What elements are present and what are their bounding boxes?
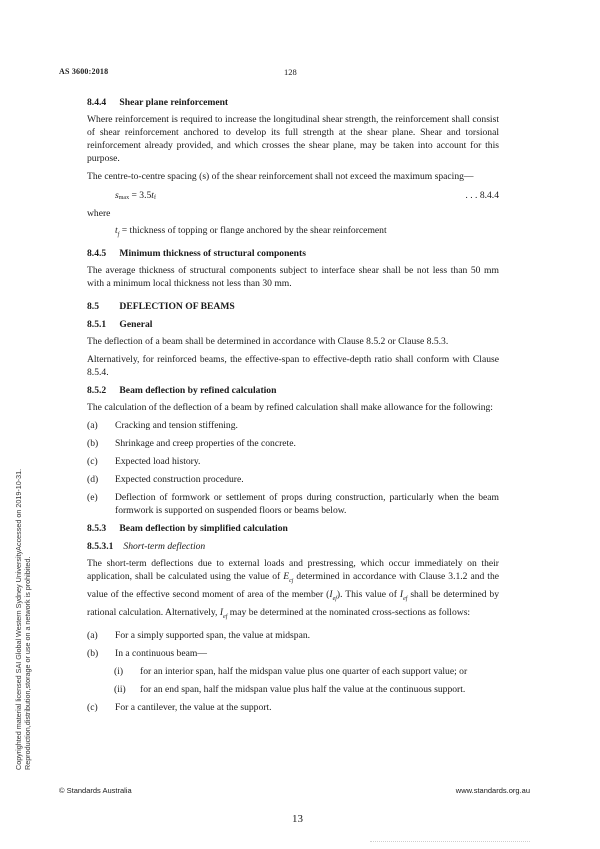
heading-8-5-3: 8.5.3 Beam deflection by simplified calculation (87, 522, 288, 534)
list-item: (c) For a cantilever, the value at the support. (87, 701, 272, 713)
sub-list-item: (ii) for an end span, half the midspan value plus half the value at the continuous support. (114, 683, 466, 695)
document-body (87, 96, 499, 719)
paragraph: The deflection of a beam shall be determined in accordance with Clause 8.5.2 or Clause 8.5.3. (87, 335, 449, 347)
heading-8-5-3-1: 8.5.3.1 Short-term deflection (87, 540, 206, 552)
paragraph: The short-term deflections due to external loads and prestressing, which occur immediately on their application, shall be calculated using the value of $E_{cj}$ determined in accordance with Clause 3.1.2 and the value of the effective second moment of area of the member $(I_{ef})$. This value of $I_{ef}$ shall be determined by rational calculation. Alternatively, $I_{ef}$ may be determined at the nominated cross-sections as follows: (87, 557, 500, 620)
paragraph: Where reinforcement is required to increase the longitudinal shear strength, the reinforcement shall consist of shear reinforcement anchored to develop its full strength at the shear plane. Shear and torsional reinforcement already provided, and which crosses the shear plane, may be taken into account for this purpose. (87, 114, 499, 164)
paragraph: Alternatively, for reinforced beams, the effective-span to effective-depth ratio shall conform with Clause 8.5.4. (87, 353, 499, 378)
paragraph: The calculation of the deflection of a beam by refined calculation shall make allowance for the following: (87, 401, 493, 413)
copyright-watermark: Copyrighted material licensed SAI Global Western Sydney UniversityAccessed on 2019-10-31. Reproduction,distribution,storage or use on a network is prohibited. (14, 468, 32, 770)
heading-8-4-5: 8.4.5 Minimum thickness of structural components (87, 247, 306, 259)
list-item: (c) Expected load history. (87, 455, 201, 467)
footer-website: www.standards.org.au (455, 786, 530, 795)
heading-8-4-4: 8.4.4 Shear plane reinforcement (87, 97, 229, 108)
equation-number: . . . 8.4.4 (465, 190, 499, 201)
list-item: (e) Deflection of formwork or settlement of props during construction, particularly when the beam formwork is supported on suspended floors or beams below. (87, 491, 499, 516)
paragraph: The centre-to-centre spacing (s) of the shear reinforcement shall not exceed the maximum spacing— (87, 171, 474, 182)
list-item: (b) In a continuous beam— (87, 647, 207, 659)
symbol-definition: $t_f$ = thickness of topping or flange anchored by the shear reinforcement (115, 225, 387, 238)
scan-artifact-divider (370, 841, 530, 842)
list-item: (b) Shrinkage and creep properties of the concrete. (87, 437, 296, 449)
paragraph: The average thickness of structural components subject to interface shear shall be not less than 50 mm with a minimum local thickness not less than 30 mm. (87, 264, 499, 289)
header-page-number: 128 (284, 67, 297, 77)
heading-8-5-1: 8.5.1 General (87, 318, 153, 330)
sub-list-item: (i) for an interior span, half the midspan value plus one quarter of each support value; or (114, 665, 468, 677)
list-item: (a) For a simply supported span, the value at midspan. (87, 629, 311, 641)
equation-8-4-4: $s_{max} = 3.5t_f$ . . . 8.4.4 (115, 190, 499, 201)
standard-code: AS 3600:2018 (59, 67, 109, 76)
heading-8-5: 8.5 DEFLECTION OF BEAMS (87, 300, 235, 312)
footer-copyright: © Standards Australia (59, 786, 132, 795)
list-item: (d) Expected construction procedure. (87, 473, 244, 485)
where-label: where (87, 208, 111, 219)
list-item: (a) Cracking and tension stiffening. (87, 419, 238, 431)
pdf-page-number: 13 (292, 813, 303, 825)
heading-8-5-2: 8.5.2 Beam deflection by refined calculation (87, 384, 277, 396)
